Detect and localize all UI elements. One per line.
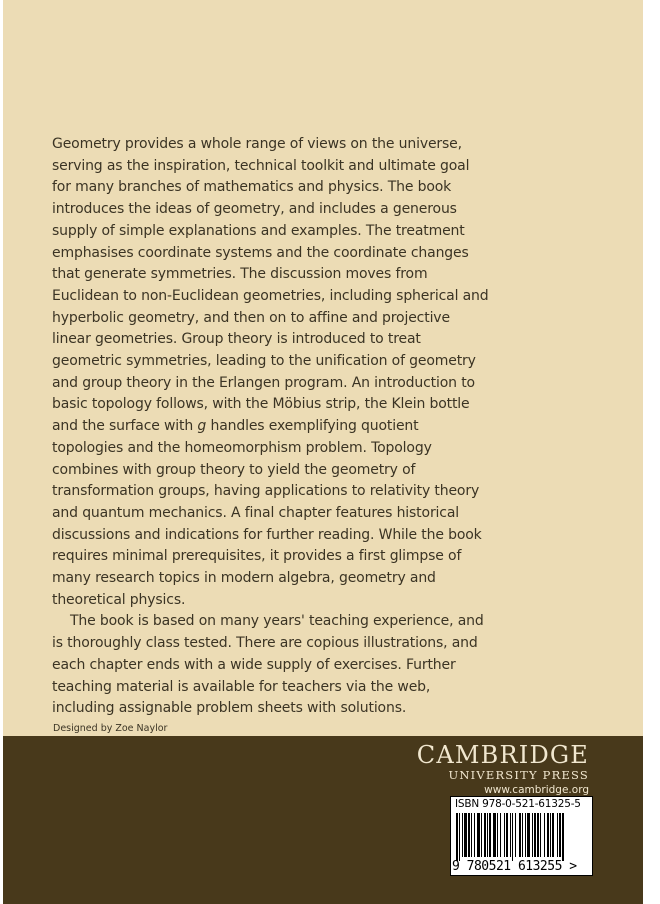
barcode-bar [519,813,521,857]
isbn-label: ISBN 978-0-521-61325-5 [455,798,581,810]
barcode-bar [544,813,545,857]
barcode-bar [468,813,470,857]
barcode-bar [481,813,482,857]
barcode-bar [497,813,498,857]
barcode-bar [484,813,486,857]
barcode-bar [562,813,564,861]
cover-blurb [52,134,492,720]
barcode-bar [471,813,472,857]
publisher-url: www.cambridge.org [484,784,589,796]
publisher-subtitle: UNIVERSITY PRESS [448,768,589,782]
barcode-bar [527,813,530,857]
back-cover [3,0,643,904]
barcode-bar [547,813,549,857]
blurb-text: handles exemplifying quotient topologies and the homeomorphism problem. Topology combines with group theory to yield the geometry of transformation groups, having applications to relativity theory and quantum mechanics. A final chapter features historical discussions and indications for further reading. While the book requires minimal prerequisites, it provides a first glimpse of many research topics in modern algebra, geometry and theoretical physics. [52,418,482,608]
blurb-italic-g: g [197,418,207,435]
blurb-paragraph-1 [52,134,492,611]
designer-credit: Designed by Zoe Naylor [53,723,168,734]
barcode-bar [552,813,554,857]
publisher-name: CAMBRIDGE [416,741,589,769]
barcode-bar [510,813,511,857]
barcode-bar [459,813,460,861]
barcode-bar [489,813,491,857]
barcode-bar [506,813,508,857]
barcode-bar [540,813,541,857]
barcode-bar [477,813,480,857]
barcode-bar [462,813,463,857]
publisher-block [417,742,589,797]
barcode-bar [504,813,505,857]
barcode-bar [532,813,533,857]
barcode-bar [456,813,458,861]
barcode-bar [474,813,475,857]
barcode-bar [525,813,526,857]
isbn-barcode-box [450,796,593,876]
barcode-bar [522,813,523,857]
blurb-text: Geometry provides a whole range of views on the universe, serving as the inspiration, technical toolkit and ultimate goal for many branches of mathematics and physics. The book introduces the ideas of geometry, and includes a generous supply of simple explanations and examples. The treatment emphasises coordinate systems and the coordinate changes that generate symmetries. The discussion moves from Euclidean to non-Euclidean geometries, including spherical and hyperbolic geometry, and then on to affine and projective linear geometries. Group theory is introduced to treat geometric symmetries, leading to the unification of geometry and group theory in the Erlangen program. An introduction to basic topology follows, with the Möbius strip, the Klein bottle and the surface with [52,136,489,435]
barcode-bar [557,813,558,857]
barcode-bar [493,813,496,857]
barcode-bar [537,813,539,857]
blurb-paragraph-2: The book is based on many years' teaching experience, and is thoroughly class tested. There are copious illustrations, and each chapter ends with a wide supply of exercises. Further teaching material is available for teachers via the web, including assignable problem sheets with solutions. [52,613,484,717]
barcode-digits: 9 780521 613255 > [452,859,577,874]
barcode [454,813,585,861]
barcode-bar [550,813,551,857]
barcode-bar [500,813,501,857]
barcode-bar [559,813,561,857]
barcode-bar [515,813,516,857]
barcode-bar [534,813,536,857]
barcode-bar [512,813,513,861]
barcode-bar [464,813,467,857]
barcode-bar [487,813,488,857]
